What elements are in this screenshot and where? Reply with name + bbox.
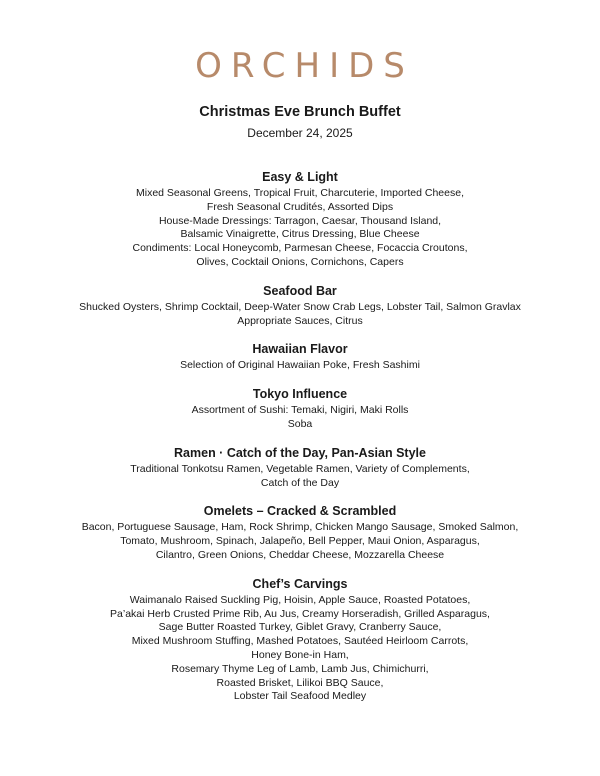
section-heading: Ramen · Catch of the Day, Pan-Asian Style — [174, 445, 426, 460]
section-item-line: Assortment of Sushi: Temaki, Nigiri, Maki Rolls — [191, 404, 409, 417]
section-item-line: Balsamic Vinaigrette, Citrus Dressing, Blue Cheese — [180, 228, 420, 241]
section-heading: Chef’s Carvings — [252, 576, 348, 591]
section-item-line: Traditional Tonkotsu Ramen, Vegetable Ramen, Variety of Complements, — [130, 462, 470, 475]
section-item-line: Roasted Brisket, Lilikoi BBQ Sauce, — [216, 676, 384, 689]
section-item-line: Mixed Mushroom Stuffing, Mashed Potatoes, Sautéed Heirloom Carrots, — [131, 635, 469, 648]
section-item-line: Olives, Cocktail Onions, Cornichons, Capers — [196, 255, 404, 268]
section-item-line: Rosemary Thyme Leg of Lamb, Lamb Jus, Chimichurri, — [171, 662, 429, 675]
section-heading: Tokyo Influence — [252, 387, 348, 402]
section-item-line: Bacon, Portuguese Sausage, Ham, Rock Shrimp, Chicken Mango Sausage, Smoked Salmon, — [81, 521, 519, 534]
brand-logo: ORCHIDS — [195, 46, 414, 86]
page-title: Christmas Eve Brunch Buffet — [199, 104, 401, 120]
section-heading: Seafood Bar — [263, 283, 337, 298]
section-item-line: Catch of the Day — [260, 476, 340, 489]
menu-section — [0, 283, 600, 329]
menu-section — [0, 576, 600, 704]
section-heading: Omelets – Cracked & Scrambled — [203, 504, 397, 519]
section-item-line: Tomato, Mushroom, Spinach, Jalapeño, Bell Pepper, Maui Onion, Asparagus, — [120, 535, 480, 548]
section-item-line: Appropriate Sauces, Citrus — [237, 314, 363, 327]
menu-section — [0, 445, 600, 491]
section-item-line: Soba — [287, 417, 313, 430]
section-item-line: Mixed Seasonal Greens, Tropical Fruit, Charcuterie, Imported Cheese, — [136, 187, 464, 199]
menu-section — [0, 503, 600, 562]
event-date: December 24, 2025 — [247, 126, 353, 140]
menu-section — [0, 386, 600, 432]
section-item-line: Shucked Oysters, Shrimp Cocktail, Deep-Water Snow Crab Legs, Lobster Tail, Salmon Gravlax — [79, 300, 521, 313]
menu-section — [0, 169, 600, 270]
section-item-line: Cilantro, Green Onions, Cheddar Cheese, Mozzarella Cheese — [155, 548, 445, 561]
section-item-line: Honey Bone-in Ham, — [251, 648, 349, 661]
section-item-line: Pa’akai Herb Crusted Prime Rib, Au Jus, Creamy Horseradish, Grilled Asparagus, — [110, 607, 490, 620]
menu-section — [0, 341, 600, 373]
section-item-line: Lobster Tail Seafood Medley — [233, 690, 367, 703]
section-item-line: Fresh Seasonal Crudités, Assorted Dips — [206, 200, 394, 213]
menu-sections — [0, 169, 600, 717]
section-item-line: Condiments: Local Honeycomb, Parmesan Cheese, Focaccia Croutons, — [132, 242, 468, 255]
section-item-line: House-Made Dressings: Tarragon, Caesar, Thousand Island, — [158, 214, 442, 227]
section-item-line: Sage Butter Roasted Turkey, Giblet Gravy, Cranberry Sauce, — [158, 621, 442, 634]
section-heading: Hawaiian Flavor — [252, 342, 348, 357]
section-item-line: Selection of Original Hawaiian Poke, Fresh Sashimi — [180, 359, 420, 372]
section-heading: Easy & Light — [262, 170, 338, 184]
section-item-line: Waimanalo Raised Suckling Pig, Hoisin, Apple Sauce, Roasted Potatoes, — [129, 593, 471, 606]
